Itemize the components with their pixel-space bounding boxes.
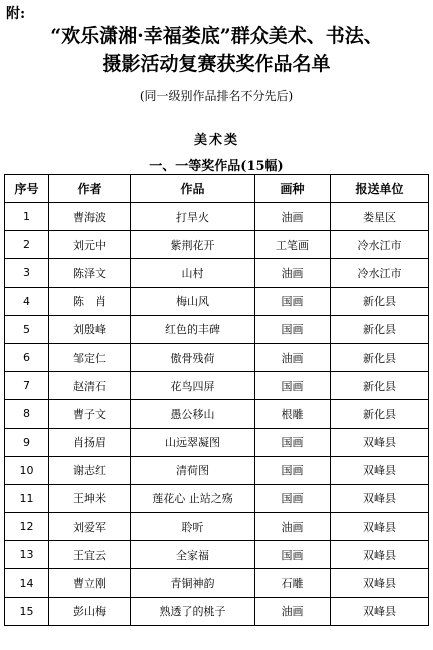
cell-work: 熟透了的桃子 (131, 597, 255, 625)
document-title-line-2: 摄影活动复赛获奖作品名单 (102, 53, 331, 75)
cell-author: 赵清石 (49, 372, 131, 400)
cell-work: 红色的丰碑 (131, 315, 255, 343)
cell-work: 全家福 (131, 541, 255, 569)
cell-author: 谢志红 (49, 456, 131, 484)
table-row (5, 569, 429, 597)
table-row (5, 343, 429, 371)
table-row (5, 203, 429, 231)
cell-genre: 国画 (255, 315, 331, 343)
table-body (5, 203, 429, 626)
cell-unit: 双峰县 (331, 569, 429, 597)
cell-work: 花鸟四屏 (131, 372, 255, 400)
cell-index: 7 (5, 372, 49, 400)
header-work: 作品 (131, 175, 255, 203)
table-row (5, 231, 429, 259)
table-row (5, 372, 429, 400)
table-row (5, 484, 429, 512)
cell-index: 15 (5, 597, 49, 625)
cell-genre: 国画 (255, 541, 331, 569)
cell-genre: 国画 (255, 428, 331, 456)
cell-genre: 油画 (255, 343, 331, 371)
cell-genre: 油画 (255, 597, 331, 625)
cell-index: 5 (5, 315, 49, 343)
table-row (5, 400, 429, 428)
cell-author: 刘元中 (49, 231, 131, 259)
cell-index: 14 (5, 569, 49, 597)
cell-work: 愚公移山 (131, 400, 255, 428)
table-row (5, 287, 429, 315)
cell-work: 聆听 (131, 513, 255, 541)
cell-work: 紫荆花开 (131, 231, 255, 259)
cell-genre: 国画 (255, 287, 331, 315)
cell-genre: 国画 (255, 372, 331, 400)
document-title-line-1: “欢乐潇湘·幸福娄底”群众美术、书法、 (50, 25, 383, 47)
attachment-label: 附: (6, 6, 26, 22)
cell-unit: 双峰县 (331, 484, 429, 512)
cell-author: 陈 肖 (49, 287, 131, 315)
table-row (5, 428, 429, 456)
table-header-row (5, 175, 429, 203)
cell-author: 刘殷峰 (49, 315, 131, 343)
cell-index: 3 (5, 259, 49, 287)
table-row (5, 315, 429, 343)
cell-genre: 油画 (255, 259, 331, 287)
cell-author: 王坤米 (49, 484, 131, 512)
cell-unit: 娄星区 (331, 203, 429, 231)
cell-work: 山村 (131, 259, 255, 287)
cell-genre: 油画 (255, 513, 331, 541)
cell-genre: 工笔画 (255, 231, 331, 259)
table-row (5, 513, 429, 541)
table-row (5, 541, 429, 569)
cell-genre: 油画 (255, 203, 331, 231)
cell-work: 青铜神韵 (131, 569, 255, 597)
header-unit: 报送单位 (331, 175, 429, 203)
cell-index: 12 (5, 513, 49, 541)
header-index: 序号 (5, 175, 49, 203)
cell-unit: 新化县 (331, 315, 429, 343)
cell-unit: 冷水江市 (331, 259, 429, 287)
cell-author: 王宜云 (49, 541, 131, 569)
cell-index: 9 (5, 428, 49, 456)
cell-genre: 国画 (255, 484, 331, 512)
cell-unit: 新化县 (331, 400, 429, 428)
cell-index: 2 (5, 231, 49, 259)
cell-unit: 新化县 (331, 287, 429, 315)
table-row (5, 259, 429, 287)
cell-unit: 双峰县 (331, 513, 429, 541)
cell-index: 10 (5, 456, 49, 484)
cell-author: 彭山梅 (49, 597, 131, 625)
cell-author: 陈泽文 (49, 259, 131, 287)
cell-index: 8 (5, 400, 49, 428)
cell-author: 肖扬眉 (49, 428, 131, 456)
cell-unit: 新化县 (331, 343, 429, 371)
cell-index: 11 (5, 484, 49, 512)
cell-genre: 国画 (255, 456, 331, 484)
cell-author: 曹海波 (49, 203, 131, 231)
table-row (5, 597, 429, 625)
award-level-heading: 一、一等奖作品(15幅) (149, 159, 284, 174)
cell-genre: 石雕 (255, 569, 331, 597)
ranking-note: (同一级别作品排名不分先后) (139, 89, 294, 103)
cell-genre: 根雕 (255, 400, 331, 428)
cell-work: 山远翠凝图 (131, 428, 255, 456)
cell-author: 曹子文 (49, 400, 131, 428)
cell-work: 莲花心 止站之殇 (131, 484, 255, 512)
cell-work: 清荷图 (131, 456, 255, 484)
cell-index: 1 (5, 203, 49, 231)
cell-index: 6 (5, 343, 49, 371)
header-author: 作者 (49, 175, 131, 203)
cell-author: 邹定仁 (49, 343, 131, 371)
cell-unit: 双峰县 (331, 428, 429, 456)
cell-unit: 双峰县 (331, 456, 429, 484)
cell-work: 梅山风 (131, 287, 255, 315)
cell-work: 傲骨残荷 (131, 343, 255, 371)
cell-index: 13 (5, 541, 49, 569)
category-heading: 美术类 (193, 133, 239, 148)
cell-unit: 双峰县 (331, 597, 429, 625)
table-row (5, 456, 429, 484)
cell-work: 打旱火 (131, 203, 255, 231)
cell-unit: 冷水江市 (331, 231, 429, 259)
cell-index: 4 (5, 287, 49, 315)
cell-author: 曹立刚 (49, 569, 131, 597)
header-genre: 画种 (255, 175, 331, 203)
cell-unit: 新化县 (331, 372, 429, 400)
cell-author: 刘爱军 (49, 513, 131, 541)
cell-unit: 双峰县 (331, 541, 429, 569)
award-table (4, 174, 429, 626)
